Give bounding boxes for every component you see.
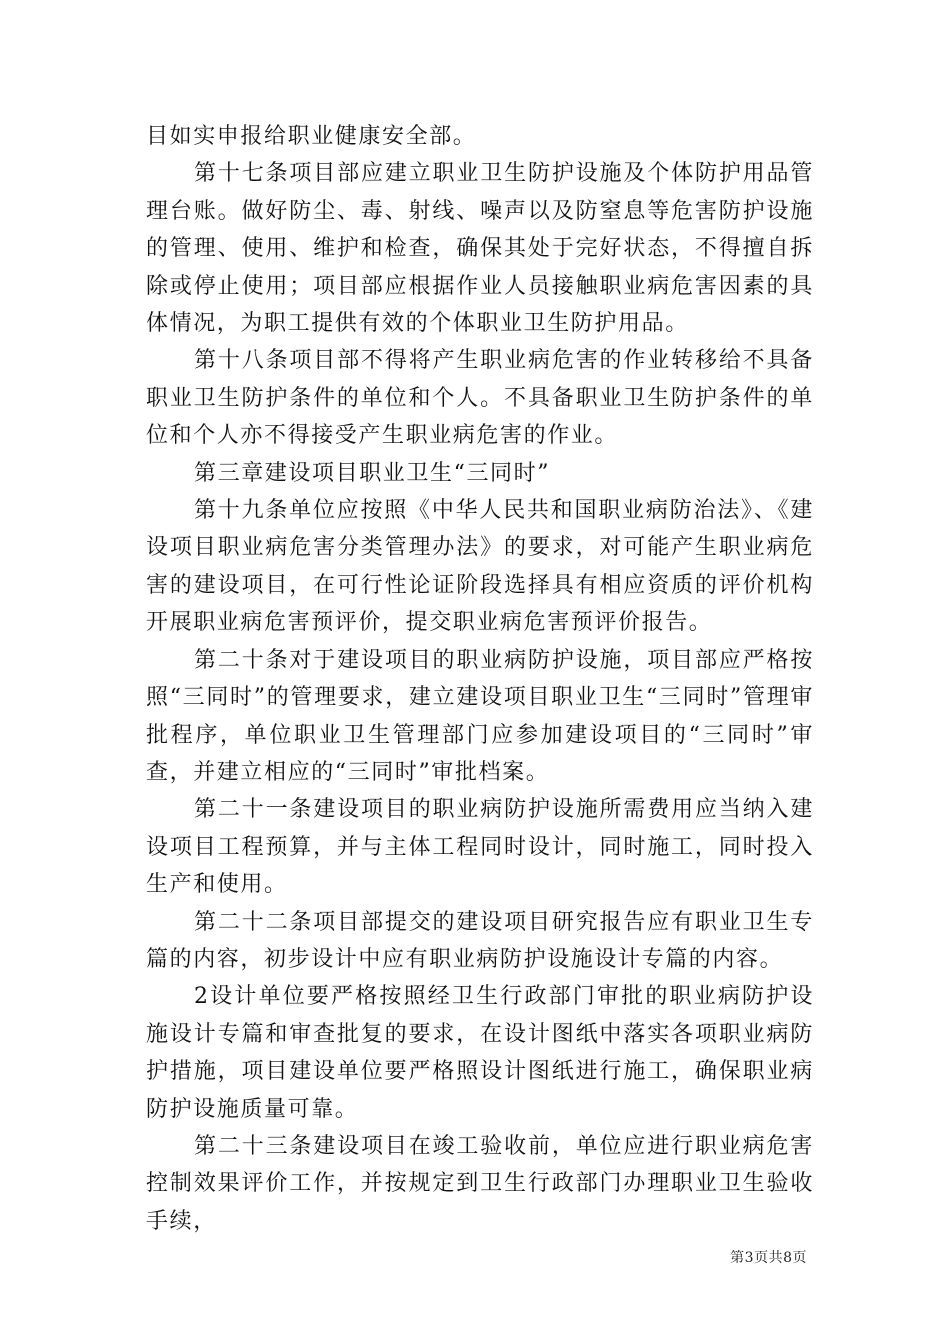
paragraph-article-21: 第二十一条建设项目的职业病防护设施所需费用应当纳入建设项目工程预算，并与主体工程同时设计，同时施工，同时投入生产和使用。 <box>146 797 814 898</box>
paragraph-design-unit: 2设计单位要严格按照经卫生行政部门审批的职业病防护设施设计专篇和审查批复的要求，在设计图纸中落实各项职业病防护措施，项目建设单位要严格照设计图纸进行施工，确保职业病防护设施质量可靠。 <box>146 984 814 1122</box>
paragraph-continuation: 目如实申报给职业健康安全部。 <box>146 124 477 149</box>
paragraph-article-17: 第十七条项目部应建立职业卫生防护设施及个体防护用品管理台账。做好防尘、毒、射线、噪声以及防窒息等危害防护设施的管理、使用、维护和检查，确保其处于完好状态，不得擅自拆除或停止使用；项目部应根据作业人员接触职业病危害因素的具体情况，为职工提供有效的个体职业卫生防护用品。 <box>146 161 814 337</box>
paragraph-article-22: 第二十二条项目部提交的建设项目研究报告应有职业卫生专篇的内容，初步设计中应有职业病防护设施设计专篇的内容。 <box>146 909 814 972</box>
paragraph-article-18: 第十八条项目部不得将产生职业病危害的作业转移给不具备职业卫生防护条件的单位和个人。不具备职业卫生防护条件的单位和个人亦不得接受产生职业病危害的作业。 <box>146 348 814 449</box>
paragraph-article-19: 第十九条单位应按照《中华人民共和国职业病防治法》、《建设项目职业病危害分类管理办法》的要求，对可能产生职业病危害的建设项目，在可行性论证阶段选择具有相应资质的评价机构开展职业病危害预评价，提交职业病危害预评价报告。 <box>146 498 814 636</box>
paragraph-article-20: 第二十条对于建设项目的职业病防护设施，项目部应严格按照“三同时”的管理要求，建立建设项目职业卫生“三同时”管理审批程序，单位职业卫生管理部门应参加建设项目的“三同时”审查，并建立相应的“三同时”审批档案。 <box>146 647 814 785</box>
chapter-heading: 第三章建设项目职业卫生“三同时” <box>194 460 551 486</box>
paragraph-article-23: 第二十三条建设项目在竣工验收前，单位应进行职业病危害控制效果评价工作，并按规定到卫生行政部门办理职业卫生验收手续， <box>146 1133 814 1234</box>
document-body <box>146 118 814 1240</box>
page-number: 第3页共8页 <box>730 1250 807 1266</box>
